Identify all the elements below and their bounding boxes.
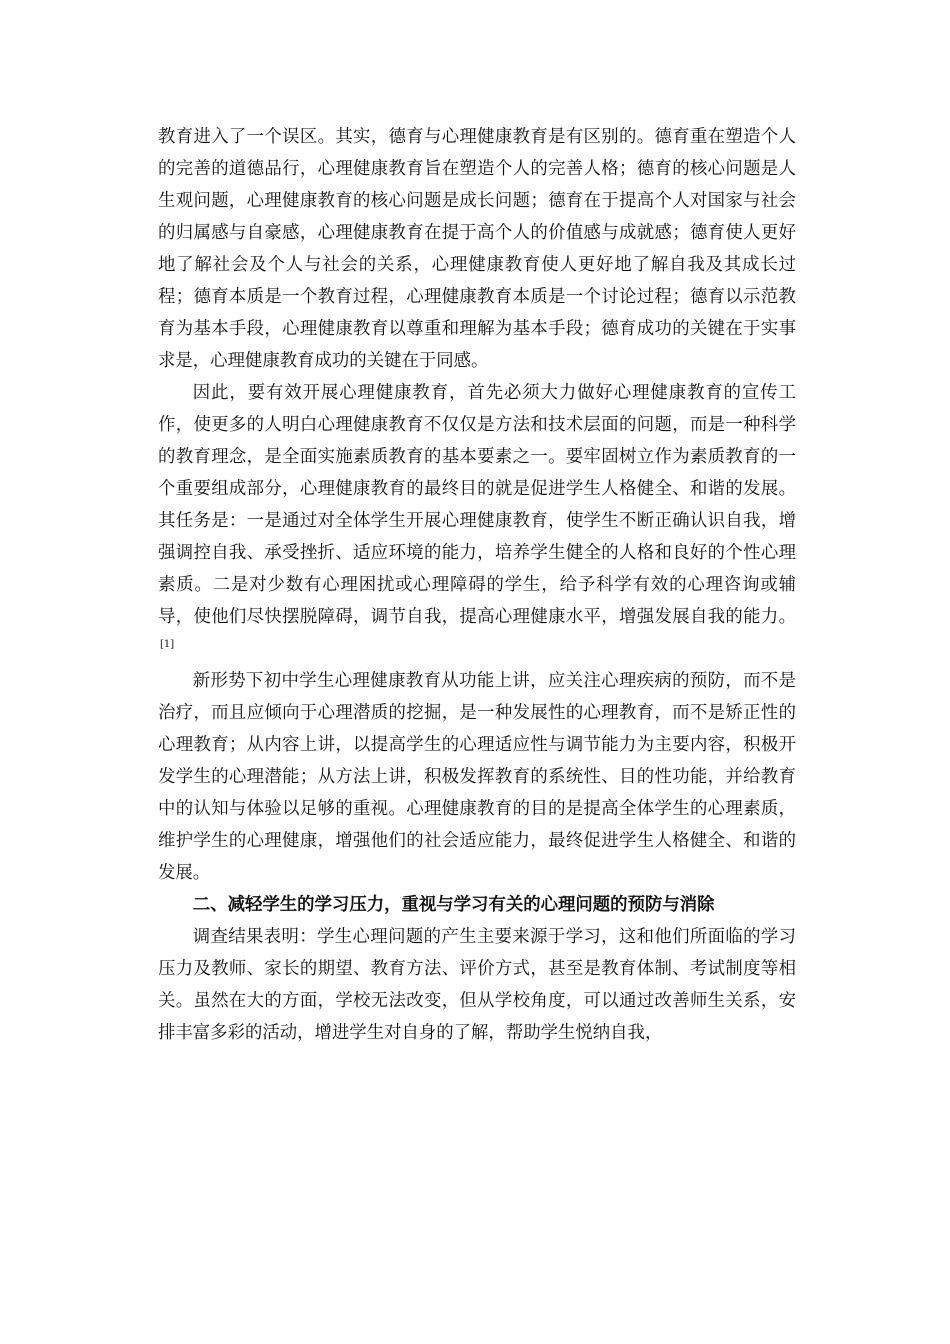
document-body — [158, 121, 796, 1049]
paragraph — [158, 377, 796, 665]
paragraph-text: 因此，要有效开展心理健康教育，首先必须大力做好心理健康教育的宣传工作，使更多的人明白心理健康教育不仅仅是方法和技术层面的问题，而是一种科学的教育理念，是全面实施素质教育的基本要素之一。要牢固树立作为素质教育的一个重要组成部分，心理健康教育的最终目的就是促进学生人格健全、和谐的发展。其任务是：一是通过对全体学生开展心理健康教育，使学生不断正确认识自我，增强调控自我、承受挫折、适应环境的能力，培养学生健全的人格和良好的个性心理素质。二是对少数有心理困扰或心理障碍的学生，给予科学有效的心理咨询或辅导，使他们尽快摆脱障碍，调节自我，提高心理健康水平，增强发展自我的能力。 — [158, 383, 796, 627]
paragraph: 教育进入了一个误区。其实，德育与心理健康教育是有区别的。德育重在塑造个人的完善的道德品行，心理健康教育旨在塑造个人的完善人格；德育的核心问题是人生观问题，心理健康教育的核心问题是成长问题；德育在于提高个人对国家与社会的归属感与自豪感，心理健康教育在提于高个人的价值感与成就感；德育使人更好地了解社会及个人与社会的关系，心理健康教育使人更好地了解自我及其成长过程；德育本质是一个教育过程，心理健康教育本质是一个讨论过程；德育以示范教育为基本手段，心理健康教育以尊重和理解为基本手段；德育成功的关键在于实事求是，心理健康教育成功的关键在于同感。 — [158, 127, 796, 371]
paragraph: 新形势下初中学生心理健康教育从功能上讲，应关注心理疾病的预防，而不是治疗，而且应倾向于心理潜质的挖掘，是一种发展性的心理教育，而不是矫正性的心理教育；从内容上讲，以提高学生的心理适应性与调节能力为主要内容，积极开发学生的心理潜能；从方法上讲，积极发挥教育的系统性、目的性功能，并给教育中的认知与体验以足够的重视。心理健康教育的目的是提高全体学生的心理素质，维护学生的心理健康，增强他们的社会适应能力，最终促进学生人格健全、和谐的发展。 — [158, 671, 796, 883]
paragraph: 调查结果表明：学生心理问题的产生主要来源于学习，这和他们所面临的学习压力及教师、家长的期望、教育方法、评价方式，甚至是教育体制、考试制度等相关。虽然在大的方面，学校无法改变，但从学校角度，可以通过改善师生关系，安排丰富多彩的活动，增进学生对自身的了解，帮助学生悦纳自我， — [158, 927, 796, 1043]
section-heading: 二、减轻学生的学习压力，重视与学习有关的心理问题的预防与消除 — [192, 895, 715, 915]
citation-marker: [1] — [160, 639, 175, 651]
